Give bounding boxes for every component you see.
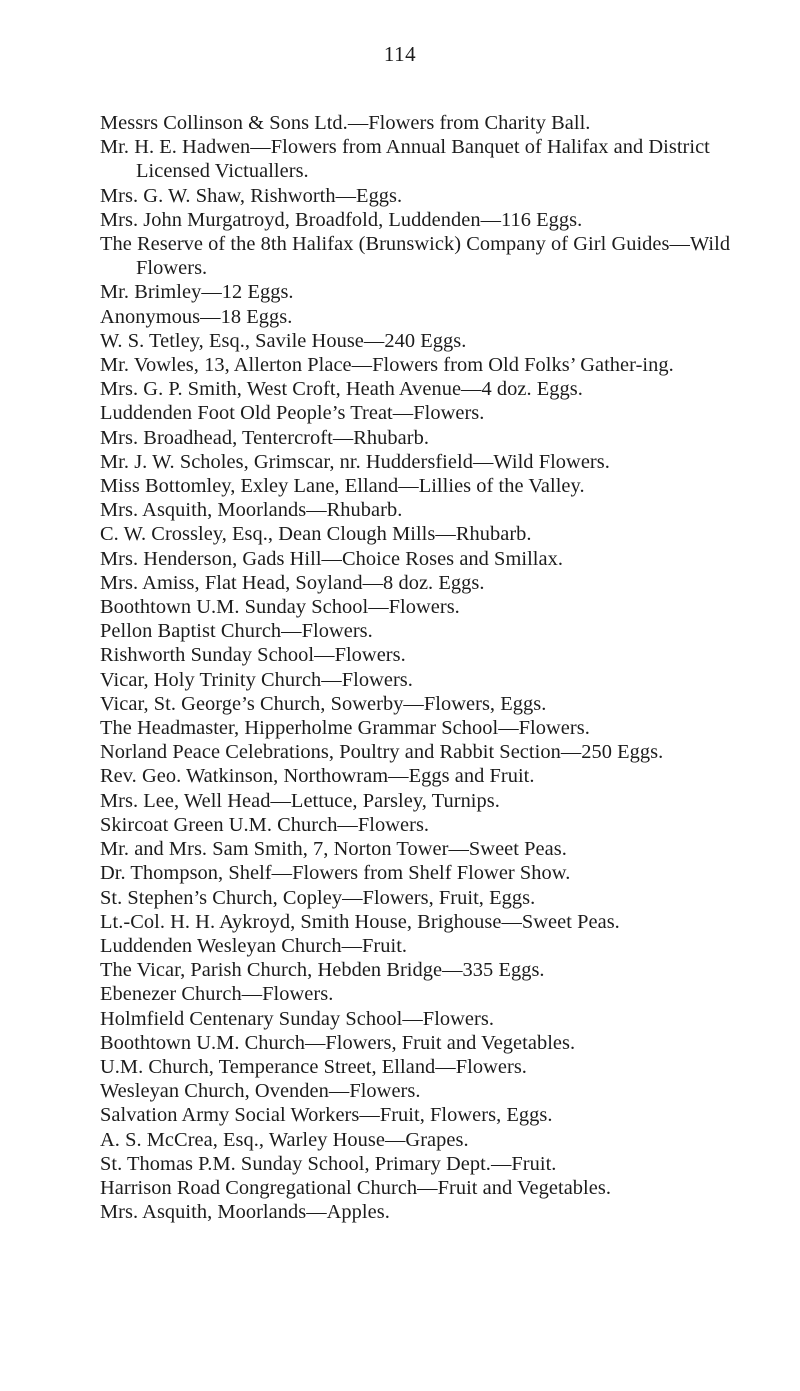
donor-entry: Messrs Collinson & Sons Ltd.—Flowers from Charity Ball. bbox=[100, 112, 591, 134]
donor-entry: Mrs. Broadhead, Tentercroft—Rhubarb. bbox=[100, 426, 429, 449]
donor-entry: The Vicar, Parish Church, Hebden Bridge—335 Eggs. bbox=[100, 959, 545, 982]
donor-entry: Mrs. Amiss, Flat Head, Soyland—8 doz. Eggs. bbox=[100, 571, 485, 594]
donor-entry: Wesleyan Church, Ovenden—Flowers. bbox=[100, 1080, 421, 1103]
donor-entry: Mrs. G. P. Smith, West Croft, Heath Avenue—4 doz. Eggs. bbox=[100, 378, 583, 401]
donor-entry: Lt.-Col. H. H. Aykroyd, Smith House, Brighouse—Sweet Peas. bbox=[100, 910, 620, 933]
donor-entry: The Headmaster, Hipperholme Grammar School—Flowers. bbox=[100, 717, 590, 740]
donor-entry: Boothtown U.M. Church—Flowers, Fruit and Vegetables. bbox=[100, 1031, 576, 1054]
donor-entry: St. Stephen’s Church, Copley—Flowers, Fruit, Eggs. bbox=[100, 886, 536, 909]
donor-entry: A. S. McCrea, Esq., Warley House—Grapes. bbox=[100, 1128, 469, 1151]
donor-entry: Mrs. Lee, Well Head—Lettuce, Parsley, Turnips. bbox=[100, 789, 500, 812]
donor-entry: Pellon Baptist Church—Flowers. bbox=[100, 620, 373, 643]
donor-entry: Rishworth Sunday School—Flowers. bbox=[100, 644, 406, 667]
donor-entry: Mr. and Mrs. Sam Smith, 7, Norton Tower—Sweet Peas. bbox=[100, 838, 567, 861]
donor-entry: Anonymous—18 Eggs. bbox=[100, 305, 293, 328]
donor-entry: Luddenden Foot Old People’s Treat—Flowers. bbox=[100, 402, 485, 425]
donor-entry: Mrs. John Murgatroyd, Broadfold, Luddenden—116 Eggs. bbox=[100, 208, 583, 231]
donor-entry: Holmfield Centenary Sunday School—Flowers. bbox=[100, 1007, 495, 1030]
donor-entry: Vicar, Holy Trinity Church—Flowers. bbox=[100, 668, 413, 691]
donor-list bbox=[100, 111, 740, 1224]
donor-entry: Mr. J. W. Scholes, Grimscar, nr. Huddersfield—Wild Flowers. bbox=[100, 450, 610, 473]
donor-entry: Mrs. Asquith, Moorlands—Apples. bbox=[100, 1201, 390, 1224]
donor-entry: Skircoat Green U.M. Church—Flowers. bbox=[100, 813, 430, 836]
donor-entry: Luddenden Wesleyan Church—Fruit. bbox=[100, 934, 408, 957]
donor-entry: Norland Peace Celebrations, Poultry and Rabbit Section—250 Eggs. bbox=[100, 741, 664, 764]
donor-entry: Mrs. Asquith, Moorlands—Rhubarb. bbox=[100, 499, 403, 522]
donor-entry: Mrs. G. W. Shaw, Rishworth—Eggs. bbox=[100, 184, 403, 207]
donor-entry: St. Thomas P.M. Sunday School, Primary Dept.—Fruit. bbox=[100, 1152, 557, 1175]
donor-entry: Vicar, St. George’s Church, Sowerby—Flowers, Eggs. bbox=[100, 692, 547, 715]
donor-entry: Rev. Geo. Watkinson, Northowram—Eggs and Fruit. bbox=[100, 765, 535, 788]
donor-entry: C. W. Crossley, Esq., Dean Clough Mills—Rhubarb. bbox=[100, 523, 532, 546]
donor-entry: Boothtown U.M. Sunday School—Flowers. bbox=[100, 596, 460, 619]
page-number: 114 bbox=[383, 42, 417, 66]
donor-entry: W. S. Tetley, Esq., Savile House—240 Eggs. bbox=[100, 329, 467, 352]
donor-entry: The Reserve of the 8th Halifax (Brunswick) Company of Girl Guides—Wild Flowers. bbox=[100, 233, 731, 280]
donor-entry: Dr. Thompson, Shelf—Flowers from Shelf Flower Show. bbox=[100, 862, 571, 885]
donor-entry: U.M. Church, Temperance Street, Elland—Flowers. bbox=[100, 1055, 527, 1078]
donor-entry: Mrs. Henderson, Gads Hill—Choice Roses and Smillax. bbox=[100, 547, 563, 570]
donor-entry: Mr. Vowles, 13, Allerton Place—Flowers from Old Folks’ Gather-ing. bbox=[100, 354, 674, 377]
donor-entry: Salvation Army Social Workers—Fruit, Flowers, Eggs. bbox=[100, 1104, 553, 1127]
donor-entry: Ebenezer Church—Flowers. bbox=[100, 983, 334, 1006]
donor-entry: Mr. H. E. Hadwen—Flowers from Annual Banquet of Halifax and District Licensed Victuallers. bbox=[100, 136, 710, 183]
donor-entry: Harrison Road Congregational Church—Fruit and Vegetables. bbox=[100, 1176, 612, 1199]
donor-entry: Miss Bottomley, Exley Lane, Elland—Lillies of the Valley. bbox=[100, 475, 585, 498]
donor-entry: Mr. Brimley—12 Eggs. bbox=[100, 281, 294, 304]
